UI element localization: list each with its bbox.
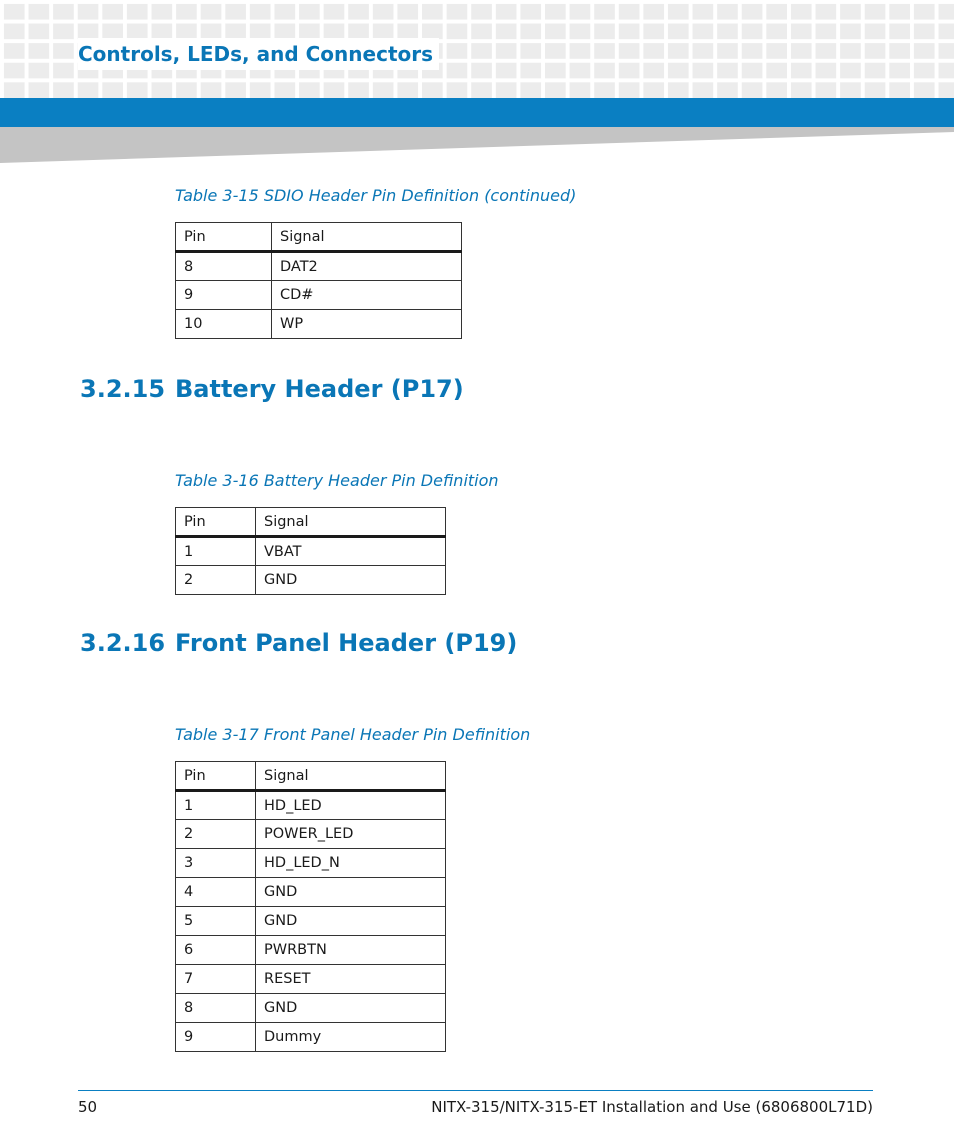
sdio-pin-table	[175, 222, 462, 339]
heading-text: Front Panel Header (P19)	[175, 629, 518, 657]
signal-cell: RESET	[256, 965, 446, 994]
signal-cell: HD_LED_N	[256, 849, 446, 878]
column-header-signal: Signal	[256, 762, 446, 791]
battery-pin-table	[175, 507, 446, 595]
column-header-signal: Signal	[256, 508, 446, 537]
column-header-pin: Pin	[176, 223, 272, 252]
pin-cell: 5	[176, 907, 256, 936]
column-header-pin: Pin	[176, 508, 256, 537]
table-row	[176, 936, 446, 965]
table-row	[176, 994, 446, 1023]
table-row	[176, 310, 462, 339]
pin-cell: 7	[176, 965, 256, 994]
signal-cell: DAT2	[272, 252, 462, 281]
footer-document-title: NITX-315/NITX-315-ET Installation and Use (6806800L71D)	[431, 1098, 873, 1116]
heading-front-panel-header	[80, 625, 517, 661]
signal-cell: GND	[256, 566, 446, 595]
table-row	[176, 537, 446, 566]
pin-cell: 6	[176, 936, 256, 965]
footer-rule	[78, 1090, 873, 1091]
column-header-signal: Signal	[272, 223, 462, 252]
signal-cell: WP	[272, 310, 462, 339]
table-caption-3-15: Table 3-15 SDIO Header Pin Definition (continued)	[175, 186, 577, 205]
table-header-row	[176, 762, 446, 791]
table-row	[176, 907, 446, 936]
signal-cell: GND	[256, 907, 446, 936]
column-header-pin: Pin	[176, 762, 256, 791]
pin-cell: 4	[176, 878, 256, 907]
table-row	[176, 878, 446, 907]
pin-cell: 8	[176, 252, 272, 281]
heading-number: 3.2.16	[80, 629, 166, 657]
table-row	[176, 820, 446, 849]
pin-cell: 1	[176, 537, 256, 566]
heading-battery-header	[80, 371, 464, 407]
pin-cell: 8	[176, 994, 256, 1023]
front-panel-pin-table	[175, 761, 446, 1052]
table-caption-3-17: Table 3-17 Front Panel Header Pin Definition	[175, 725, 531, 744]
pin-cell: 3	[176, 849, 256, 878]
table-header-row	[176, 223, 462, 252]
signal-cell: POWER_LED	[256, 820, 446, 849]
header-gray-swoosh	[0, 127, 954, 163]
pin-cell: 10	[176, 310, 272, 339]
pin-cell: 2	[176, 820, 256, 849]
table-row	[176, 965, 446, 994]
signal-cell: PWRBTN	[256, 936, 446, 965]
table-header-row	[176, 508, 446, 537]
footer-page-number: 50	[78, 1098, 98, 1116]
table-row	[176, 566, 446, 595]
signal-cell: GND	[256, 994, 446, 1023]
table-row	[176, 281, 462, 310]
signal-cell: VBAT	[256, 537, 446, 566]
signal-cell: Dummy	[256, 1023, 446, 1052]
table-row	[176, 1023, 446, 1052]
heading-text: Battery Header (P17)	[175, 375, 464, 403]
table-row	[176, 252, 462, 281]
table-caption-3-16: Table 3-16 Battery Header Pin Definition	[175, 471, 499, 490]
signal-cell: GND	[256, 878, 446, 907]
header-blue-band	[0, 98, 954, 127]
table-row	[176, 791, 446, 820]
section-title: Controls, LEDs, and Connectors	[78, 38, 439, 70]
pin-cell: 9	[176, 281, 272, 310]
pin-cell: 1	[176, 791, 256, 820]
table-row	[176, 849, 446, 878]
signal-cell: CD#	[272, 281, 462, 310]
pin-cell: 2	[176, 566, 256, 595]
heading-number: 3.2.15	[80, 375, 166, 403]
pin-cell: 9	[176, 1023, 256, 1052]
signal-cell: HD_LED	[256, 791, 446, 820]
